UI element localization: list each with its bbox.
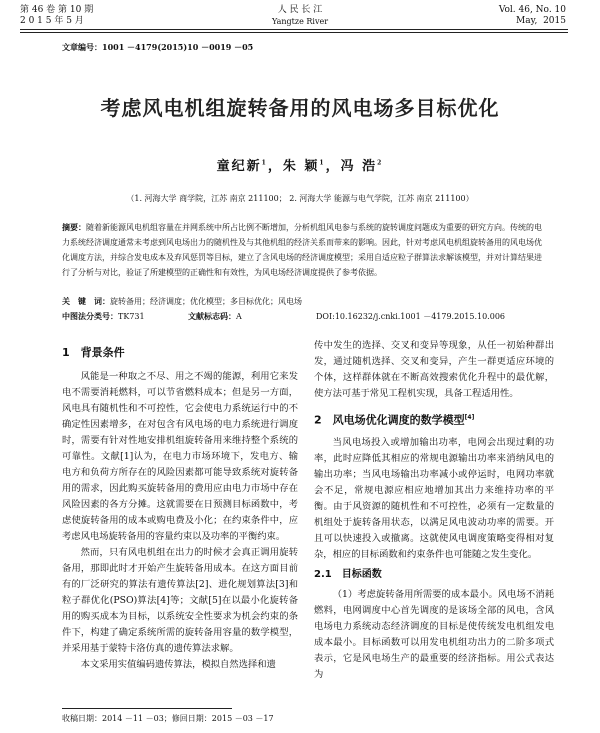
section-1-title: 1 背景条件 <box>62 346 125 359</box>
class-label: 中图法分类号： <box>62 311 118 321</box>
left-paragraph-1: 风能是一种取之不尽、用之不竭的能源，利用它来发电不需要消耗燃料，可以节省燃料成本；但是另一方面，风电具有随机性和不可控性，它会使电力系统运行中的不确定性因素增多，在对包含有风电场的电力系统进行调度时，需要有针对性地安排机组旋转备用来维持整个系统的可靠性。文献[1]认为，在电力市场环境下，发电方、输电方和负荷方所存在的风险因素都可能导致系统对旋转备用的需求，因此购买旋转备用的费用应由电力市场中存在风险因素的各方分摊。这就需要在日预测目标函数中，考虑使旋转备用的成本或购电费及小化；在约束条件中，应考虑风电场旋转备用的容量约束以及功率的平衡约束。 <box>62 371 298 542</box>
author-3-sup: 2 <box>377 159 384 167</box>
page-title: 考虑风电机组旋转备用的风电场多目标优化 <box>100 96 500 120</box>
author-2-sup: 1 <box>319 159 326 167</box>
subsection-2-1-title: 2.1 目标函数 <box>314 568 382 580</box>
right-paragraph-2: 当风电场投入或增加输出功率，电网会出现过剩的功率，此时应降低其相应的常规电源输出功率来消纳风电的输出功率；当风电场输出功率减小或停运时，电网功率就会不足，常规电源应相应地增加其出力来维持功率的平衡。由于风资源的随机性和不可控性，必须有一定数量的机组处于旋转备用状态，以满足风电波动功率的需要。开且可以快速投入或撤离。这就使风电调度策略变得相对复杂，相应的目标函数和约束条件也可能随之发生变化。 <box>314 436 554 560</box>
author-1: 童纪新 <box>216 159 262 174</box>
doc-code-value: A <box>236 312 242 321</box>
author-3: 冯 浩 <box>340 159 378 174</box>
header-rule <box>20 29 568 30</box>
right-paragraph-1: 传中发生的选择、交叉和变异等现象，从任一初始种群出发，通过随机选择、交叉和变异，产生一群更适应环境的个体，这样群体就在不断高效搜索优化升程中的最优解，使方法可基于常见工程机实现，具备工程适用性。 <box>314 340 554 399</box>
footnote-rule <box>62 708 232 709</box>
left-column <box>62 345 298 673</box>
volume-cn: 第 46 卷 第 10 期 <box>20 5 94 15</box>
author-2: 朱 颖 <box>282 159 320 174</box>
journal-cn: 人 民 长 江 <box>277 5 323 15</box>
header-rule-thin <box>20 32 568 33</box>
left-paragraph-3: 本文采用实值编码遗传算法，模拟自然选择和遗 <box>80 659 276 670</box>
affiliation: （1. 河海大学 商学院，江苏 南京 211100； 2. 河海大学 能源与电气学院，江苏 南京 211100） <box>126 194 474 203</box>
keywords-text: 旋转备用；经济调度；优化模型；多目标优化；风电场 <box>110 297 302 306</box>
date-en: May, 2015 <box>516 16 566 26</box>
date-cn: 2 0 1 5 年 5 月 <box>20 16 84 26</box>
footnote-received: 收稿日期：2014 －11 －03；修回日期：2015 －03 －17 <box>62 714 274 723</box>
abstract-label: 摘要： <box>62 222 86 232</box>
doi: DOI:10.16232/j.cnki.1001 －4179.2015.10.006 <box>316 312 505 321</box>
article-number: 文章编号：1001 －4179(2015)10 －0019 －05 <box>62 42 254 52</box>
volume-en: Vol. 46, No. 10 <box>498 5 566 15</box>
journal-en: Yangtze River <box>271 17 329 26</box>
class-value: TK731 <box>118 312 145 321</box>
section-2-ref: [4] <box>464 414 475 421</box>
author-list: 童纪新$^1$，朱 颖$^1$，冯 浩$^2$ <box>216 159 384 174</box>
abstract-text: 随着新能源风电机组容量在并网系统中所占比例不断增加，分析机组风电参与系统的旋转调度问题成为重要的研究方向。传统的电力系统经济调度通常未考虑到风电场出力的随机性及与其他机组的经济关系而带来的影响。因此，针对考虑风电机组旋转备用的风电场优化调度方法，并综合发电成本及弃风惩罚等目标，建立了含风电场的经济调度模型；采用自适应粒子群算法求解该模型，并对计算结果进行了分析与对比，验证了所建模型的正确性和有效性，为风电场经济调度提供了参考依据。 <box>62 223 542 277</box>
left-paragraph-2: 然而，只有风电机组在出力的时候才会真正调用旋转备用，那即此时才开始产生旋转备用成本。在这方面目前有的厂泛研究的算法有遗传算法[2]、进化规划算法[3]和粒子群优化(PSO)算法[4]等；文献[5]在以最小化旋转备用的购买成本为目标，以系统安全性要求为机会约束的条件下，构建了确定系统所需的旋转备用容量的数学模型，并采用基于蒙特卡洛仿真的遗传算法求解。 <box>62 547 298 654</box>
classification <box>62 311 145 322</box>
keywords-label: 关 键 词： <box>62 296 110 306</box>
author-1-sup: 1 <box>261 159 268 167</box>
keywords <box>62 296 302 307</box>
abstract <box>62 220 542 280</box>
right-column <box>314 338 554 683</box>
doc-code <box>188 311 242 322</box>
doc-code-label: 文献标志码： <box>188 311 236 321</box>
section-2-title: 2 风电场优化调度的数学模型[4] <box>314 413 475 427</box>
right-paragraph-3: （1）考虑旋转备用所需要的成本最小。风电场不消耗燃料，电网调度中心首先调度的是该场全部的风电，含风电场电力系统动态经济调度的目标是使传统发电机组发电成本最小。目标函数可以用发电机组功出力的二阶多项式表示，它是风电场生产的最重要的经济指标。用公式表达为 <box>314 588 554 680</box>
